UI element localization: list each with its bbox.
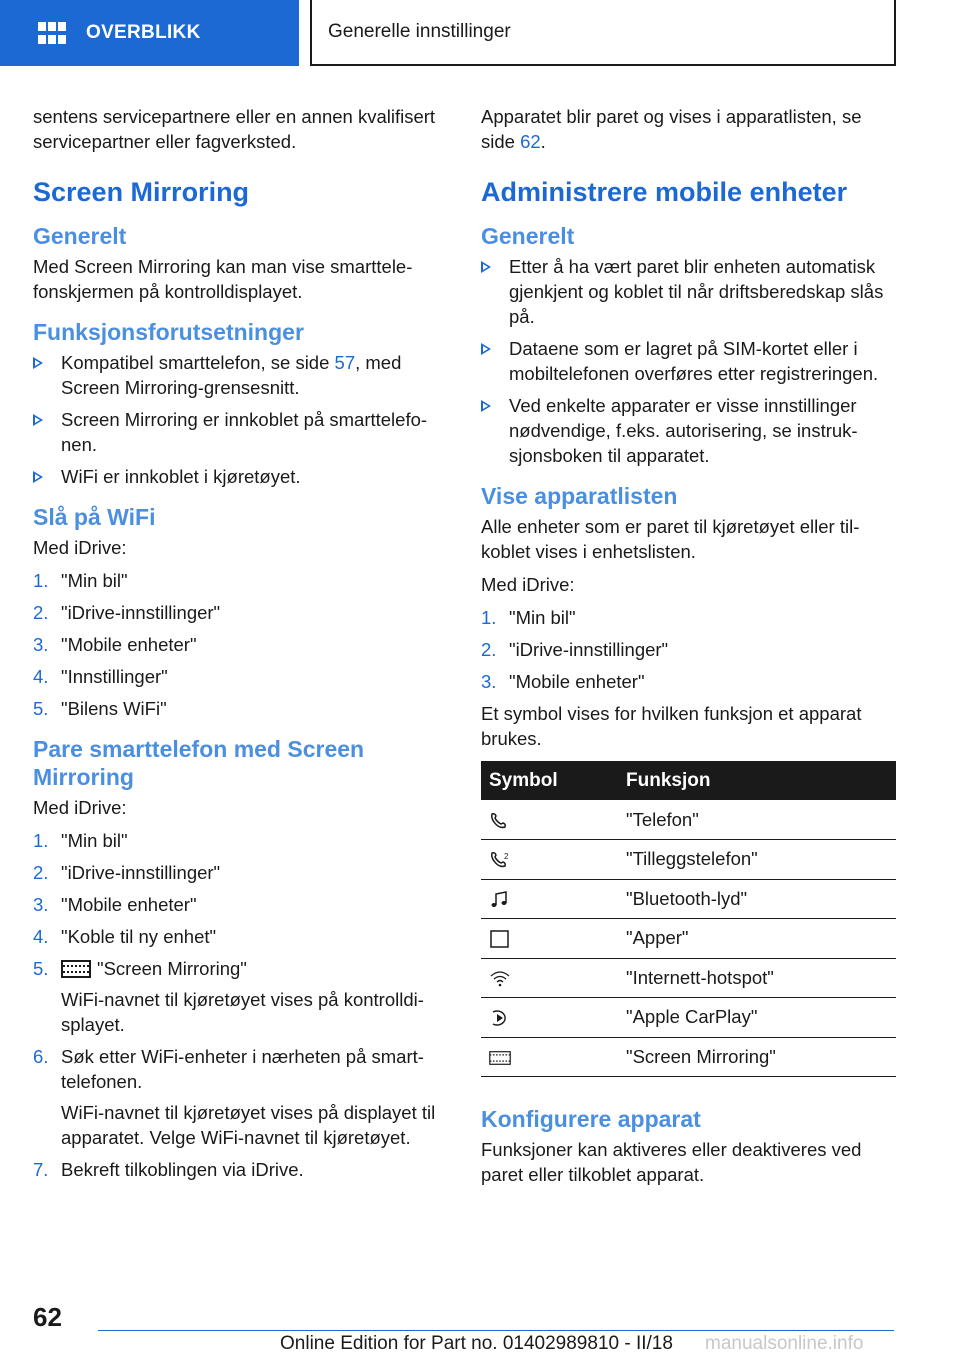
screen-mirroring-icon bbox=[489, 1049, 511, 1067]
pair-steps bbox=[33, 828, 449, 1182]
carplay-icon bbox=[489, 1009, 511, 1027]
table-header-row bbox=[481, 761, 896, 800]
list-item: 3. "Mobile enheter" bbox=[481, 671, 645, 692]
list-item: 3. "Mobile enheter" bbox=[33, 634, 197, 655]
table-row: 2 "Tilleggstelefon" bbox=[481, 840, 896, 880]
list-item: Dataene som er lagret på SIM-kortet eller i mobiltelefonen overføres etter registreringen. bbox=[481, 336, 897, 386]
list-item: 5. "Bilens WiFi" bbox=[33, 698, 167, 719]
heading-device-list: Vise apparatlisten bbox=[481, 483, 678, 509]
triangle-bullet-icon bbox=[481, 261, 491, 273]
list-intro: Med iDrive: bbox=[481, 574, 575, 595]
prerequisites-list bbox=[33, 350, 449, 489]
list-steps bbox=[481, 605, 897, 694]
list-item: 1. "Min bil" bbox=[33, 830, 128, 851]
pair-intro: Med iDrive: bbox=[33, 797, 127, 818]
general-list bbox=[481, 254, 897, 468]
list-item: 1. "Min bil" bbox=[33, 570, 128, 591]
list-item: 2. "iDrive-innstillinger" bbox=[33, 862, 221, 883]
list-item: WiFi er innkoblet i kjøretøyet. bbox=[33, 464, 449, 489]
wifi-intro: Med iDrive: bbox=[33, 537, 127, 558]
overview-tab[interactable] bbox=[0, 0, 299, 66]
triangle-bullet-icon bbox=[481, 400, 491, 412]
list-item: Kompatibel smarttelefon, se side 57, med Screen Mirroring-grensesnitt. bbox=[33, 350, 449, 400]
list-item: 4. "Koble til ny enhet" bbox=[33, 926, 217, 947]
list-item: 2. "iDrive-innstillinger" bbox=[33, 602, 221, 623]
page-link[interactable]: 57 bbox=[334, 352, 356, 373]
list-item: 5. "Screen Mirroring" WiFi-navnet til kjøretøyet vises på kontrolldisplayet. bbox=[33, 958, 424, 1035]
section-label: Generelle innstillinger bbox=[328, 21, 511, 42]
apps-square-icon bbox=[489, 930, 511, 948]
list-item: 1. "Min bil" bbox=[481, 607, 576, 628]
page-link[interactable]: 62 bbox=[520, 131, 541, 152]
triangle-bullet-icon bbox=[33, 471, 43, 483]
list-item: 7. Bekreft tilkoblingen via iDrive. bbox=[33, 1159, 304, 1180]
section-tab[interactable] bbox=[310, 0, 896, 66]
top-bar bbox=[0, 0, 960, 66]
table-row: "Bluetooth-lyd" bbox=[481, 879, 896, 919]
grid-menu-icon bbox=[38, 22, 66, 44]
phone-icon bbox=[489, 812, 511, 830]
heading-general: Generelt bbox=[33, 223, 127, 249]
triangle-bullet-icon bbox=[481, 343, 491, 355]
table-row: "Telefon" bbox=[481, 800, 896, 840]
edition-text: Online Edition for Part no. 01402989810 - II/18 bbox=[280, 1333, 673, 1354]
intro-text: sentens servicepartnere eller en annen kvalifisert servicepartner eller fagverksted. bbox=[33, 106, 436, 152]
table-row: "Screen Mirroring" bbox=[481, 1037, 896, 1077]
list-item: Screen Mirroring er innkoblet på smarttelefonen. bbox=[33, 407, 449, 457]
svg-text:2: 2 bbox=[504, 852, 509, 862]
column-header-symbol: Symbol bbox=[481, 761, 626, 800]
table-row: "Apple CarPlay" bbox=[481, 998, 896, 1038]
right-column bbox=[481, 104, 897, 1195]
symbol-text: Et symbol vises for hvilken funksjon et apparat brukes. bbox=[481, 703, 862, 749]
footer-divider bbox=[98, 1330, 894, 1331]
heading-pair: Pare smarttelefon med Screen Mirroring bbox=[33, 736, 365, 790]
heading-general: Generelt bbox=[481, 223, 575, 249]
table-row: "Internett-hotspot" bbox=[481, 958, 896, 998]
left-column bbox=[33, 104, 449, 1189]
heading-wifi: Slå på WiFi bbox=[33, 504, 156, 530]
intro-text: Apparatet blir paret og vises i apparatlisten, se side 62. bbox=[481, 106, 862, 152]
heading-administer-devices: Administrere mobile enheter bbox=[481, 177, 848, 207]
general-text: Med Screen Mirroring kan man vise smarttelefonskjermen på kontrolldisplayet. bbox=[33, 256, 413, 302]
list-item: Ved enkelte apparater er visse innstillinger nødvendige, f.eks. autorisering, se instruksjonsboken til apparatet. bbox=[481, 393, 897, 468]
list-item: 4. "Innstillinger" bbox=[33, 666, 168, 687]
list-item: 2. "iDrive-innstillinger" bbox=[481, 639, 669, 660]
wifi-hotspot-icon bbox=[489, 970, 511, 988]
triangle-bullet-icon bbox=[33, 357, 43, 369]
list-item: 3. "Mobile enheter" bbox=[33, 894, 197, 915]
screen-mirroring-icon bbox=[61, 960, 91, 978]
wifi-steps bbox=[33, 568, 449, 721]
column-header-function: Funksjon bbox=[626, 761, 896, 800]
heading-screen-mirroring: Screen Mirroring bbox=[33, 177, 250, 207]
triangle-bullet-icon bbox=[33, 414, 43, 426]
device-list-text: Alle enheter som er paret til kjøretøyet eller tilkoblet vises i enhetslisten. bbox=[481, 516, 860, 562]
list-item: Etter å ha vært paret blir enheten automatisk gjenkjent og koblet til når driftsberedskap slås på. bbox=[481, 254, 897, 329]
configure-text: Funksjoner kan aktiveres eller deaktiveres ved paret eller tilkoblet apparat. bbox=[481, 1139, 862, 1185]
secondary-phone-icon bbox=[489, 851, 511, 869]
overview-label: OVERBLIKK bbox=[86, 22, 201, 43]
watermark: manualsonline.info bbox=[705, 1333, 864, 1354]
music-note-icon bbox=[489, 891, 511, 909]
symbol-table bbox=[481, 761, 896, 1077]
table-row: "Apper" bbox=[481, 919, 896, 959]
list-item: 6. Søk etter WiFi-enheter i nærheten på smarttelefonen. WiFi-navnet til kjøretøyet vises på displayet til apparatet. Velge WiFi-navnet til kjøretøyet. bbox=[33, 1046, 436, 1148]
page-number: 62 bbox=[33, 1302, 62, 1332]
heading-prerequisites: Funksjonsforutsetninger bbox=[33, 319, 304, 345]
heading-configure-device: Konfigurere apparat bbox=[481, 1106, 701, 1132]
